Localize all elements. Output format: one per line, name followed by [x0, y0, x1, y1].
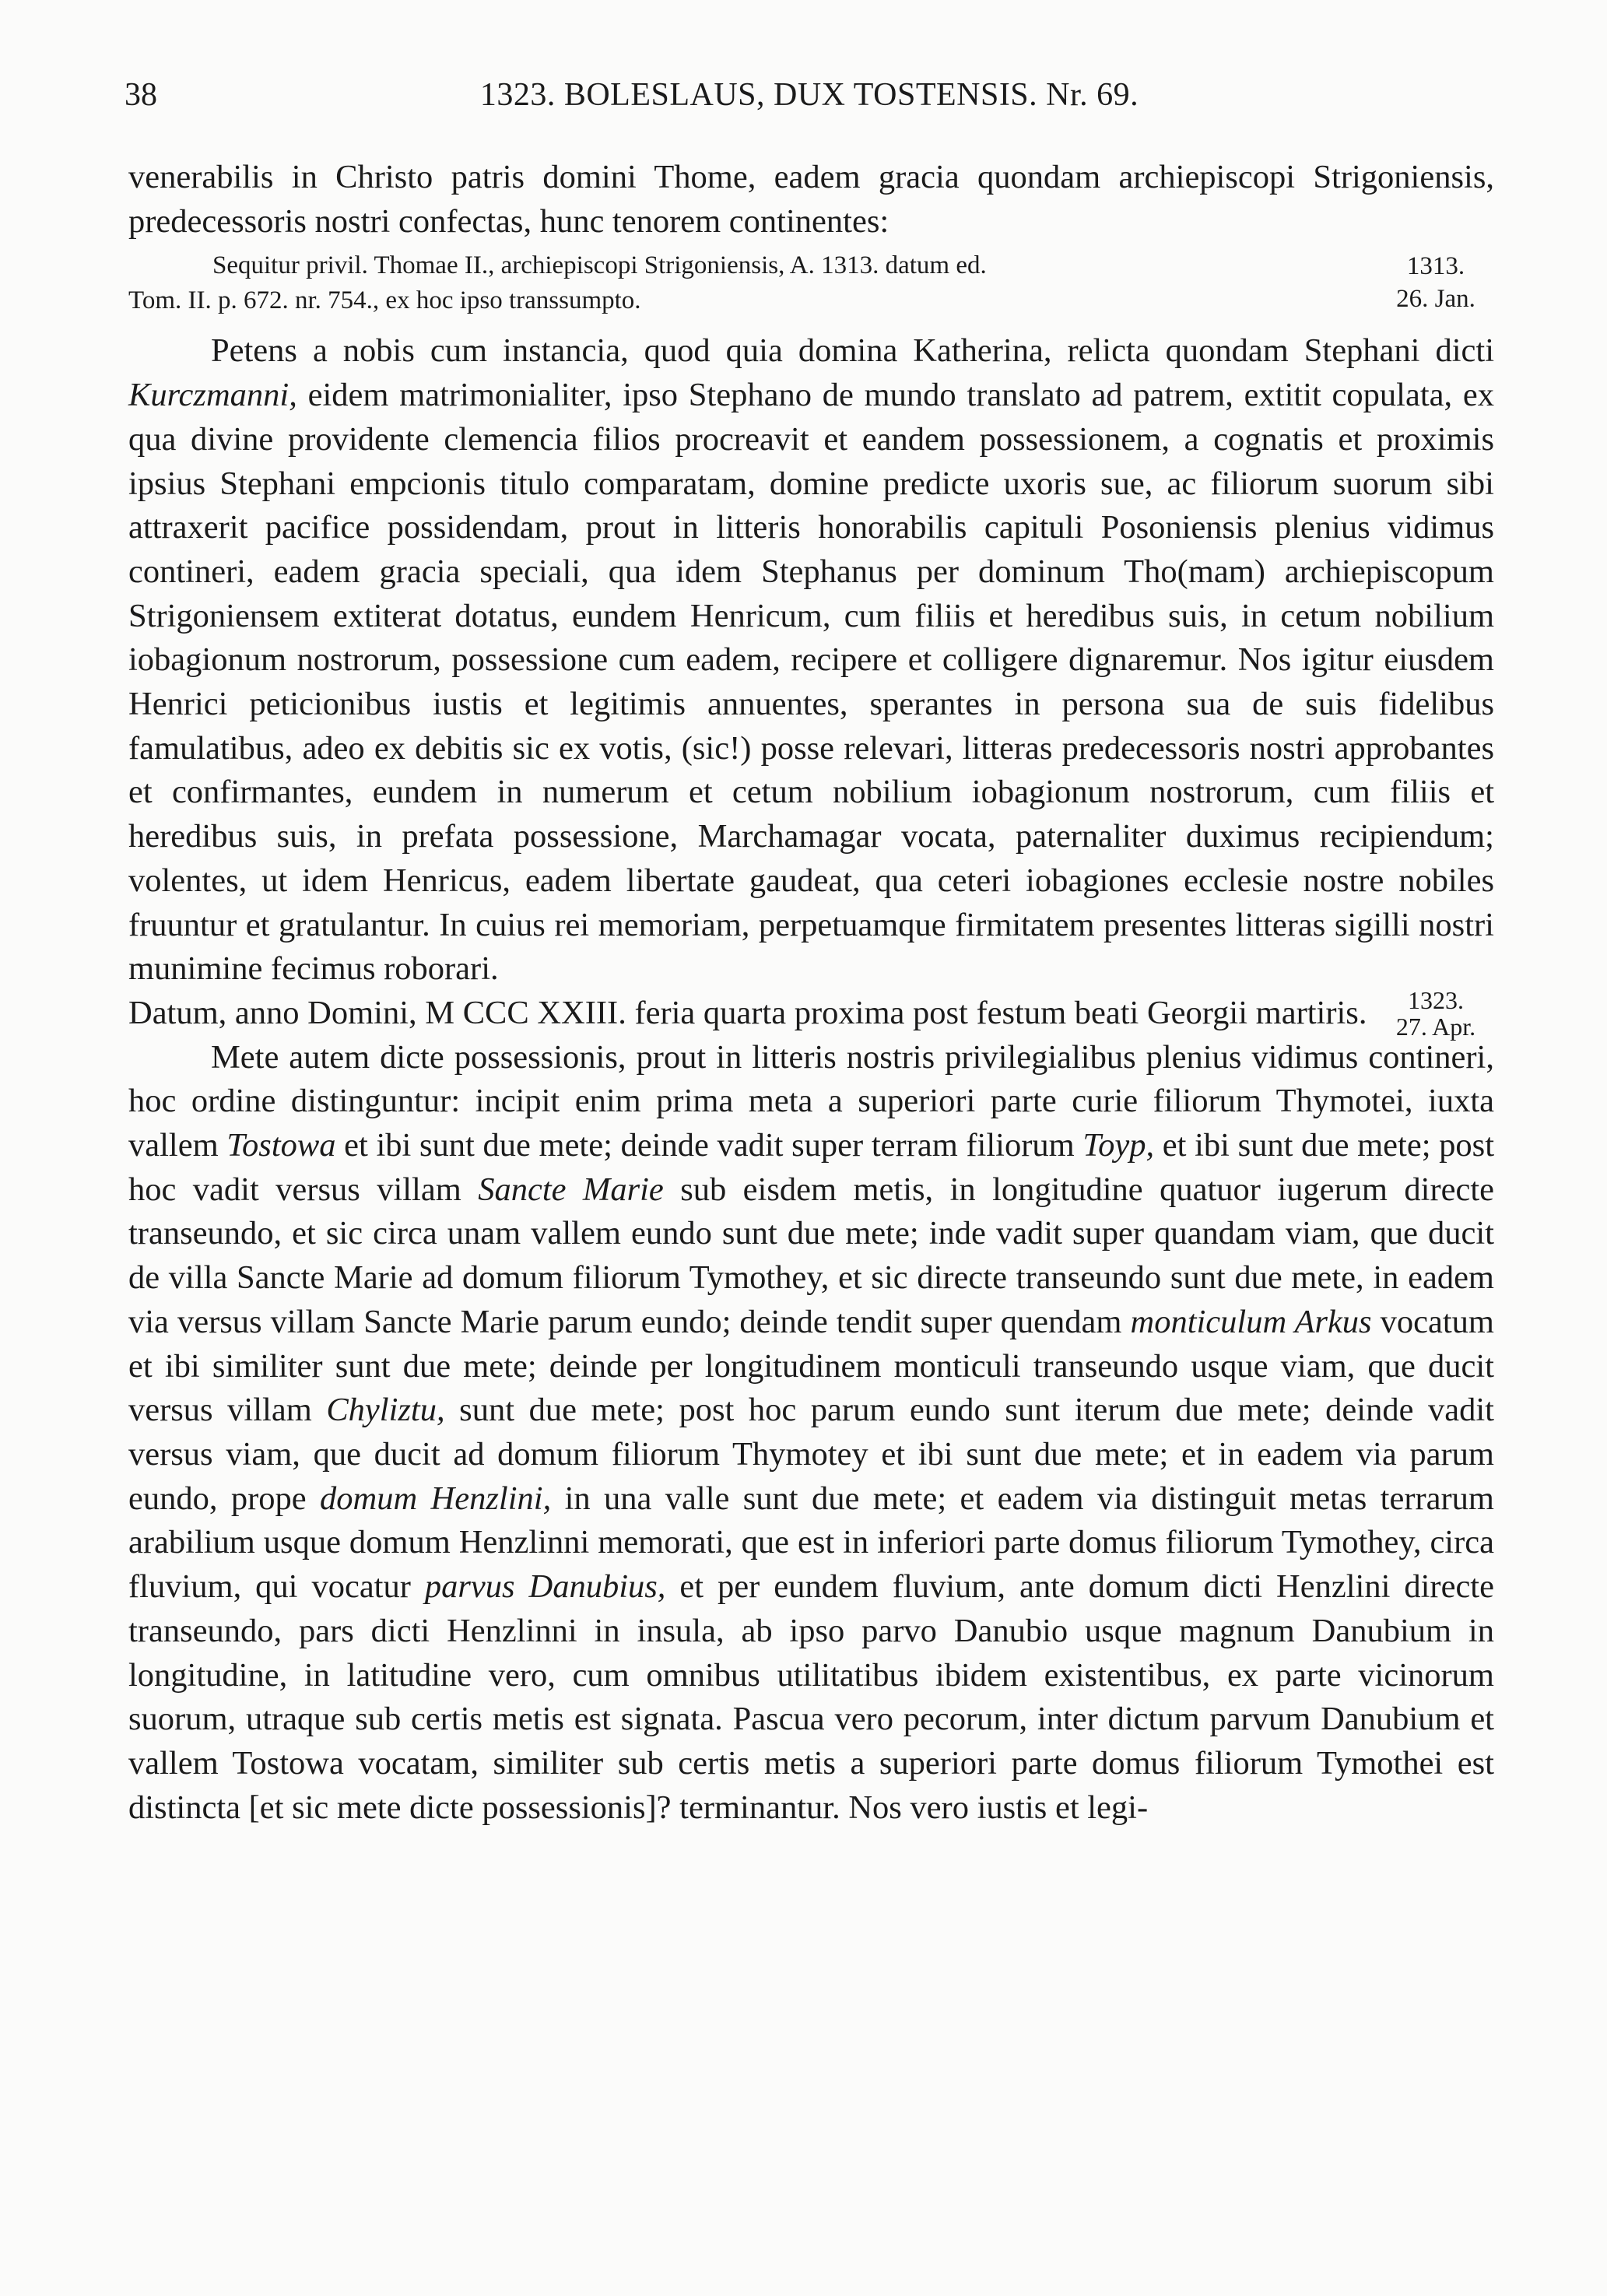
text-run: sunt due mete; post hoc parum eundo sunt iterum due mete; deinde vadit versus viam, que ducit ad domum filiorum Thymotey et ibi sunt due mete; et in eadem via parum eundo, prope [128, 1392, 1494, 1517]
text-run: Petens a nobis cum instancia, quod quia domina Katherina, relicta quondam Stephani dicti [211, 332, 1494, 370]
datum-margin-day: 27. Apr. [1395, 1012, 1476, 1041]
italic-place: parvus Danubius, [424, 1568, 666, 1606]
text-run: et ibi sunt due mete; post hoc vadit versus villam [128, 1127, 1495, 1208]
datum-margin-date [1377, 987, 1494, 1040]
running-title: 1323. BOLESLAUS, DUX TOSTENSIS. Nr. 69. [479, 77, 1139, 113]
note-margin-year: 1313. [1406, 252, 1465, 281]
page-number: 38 [125, 77, 157, 113]
paragraph-continuation: venerabilis in Christo patris domini Thome, eadem gracia quondam archiepiscopi Strigoniensis, predecessoris nostri confectas, hunc tenorem continentes: [128, 159, 1494, 240]
datum-text: Datum, anno Domini, M CCC XXIII. feria quarta proxima post festum beati Georgii martiris. [128, 994, 1367, 1031]
paragraph-petens [128, 329, 1494, 992]
italic-place: domum Henzlini, [320, 1480, 552, 1517]
italic-place: Tostowa [226, 1127, 336, 1164]
text-run: eidem matrimonialiter, ipso Stephano de mundo translato ad patrem, extitit copulata, ex qua divine providente clemencia filios procreavit et eandem possessionem, a cognatis et proximis ipsius Stephani empcionis titulo comparatam, domine predicte uxoris sue, ac filiorum suorum sibi attraxerit pacifice possidendam, prout in litteris honorabilis capituli Posoniensis plenius vidimus contineri, eadem gracia speciali, qua idem Stephanus per dominum Tho(mam) archiepiscopum Strigoniensem extiterat dotatus, eundem Henricum, cum filiis et heredibus suis, in cetum nobilium iobagionum nostrorum, possessione cum eadem, recipere et colligere dignaremur. Nos igitur eiusdem Henrici peticionibus iustis et legitimis annuentes, sperantes in persona sua de suis fidelibus famulatibus, adeo ex debitis sic ex votis, (sic!) posse relevari, litteras predecessoris nostri approbantes et confirmantes, eundem in numerum et cetum nobilium iobagionum nostrorum, cum filiis et heredibus suis, in prefata possessione, Marchamagar vocata, paternaliter duximus recipiendum; volentes, ut idem Henricus, eadem libertate gaudeat, qua ceteri iobagiones ecclesie nostre nobiles fruuntur et gratulantur. In cuius rei memoriam, perpetuamque firmitatem presentes litteras sigilli nostri munimine fecimus roborari. [128, 377, 1494, 988]
text-run: vocatum et ibi similiter sunt due mete; deinde per longitudinem monticuli transeundo usque viam, que ducit versus villam [128, 1303, 1494, 1429]
text-run: Mete autem dicte possessionis, prout in litteris nostris privilegialibus plenius vidimus contineri, hoc ordine distinguntur: incipit enim prima meta a superiori parte curie filiorum Thymotei, iuxta vallem [128, 1038, 1494, 1164]
page-body [128, 156, 1494, 1830]
page-header [125, 76, 1494, 123]
note-margin-day: 26. Jan. [1396, 285, 1475, 314]
italic-place: monticulum Arkus [1130, 1303, 1372, 1340]
datum-margin-year: 1323. [1408, 985, 1464, 1014]
text-run: et per eundem fluvium, ante domum dicti Henzlini directe transeundo, pars dicti Henzlinni in insula, ab ipso parvo Danubio usque magnum Danubium in longitudine, in latitudine vero, cum omnibus utilitatibus ibidem existentibus, ex parte vicinorum suorum, utraque sub certis metis est signata. Pascua vero pecorum, inter dictum parvum Danubium et vallem Tostowa vocatam, similiter sub certis metis a superiori parte domus filiorum Tymothei est distincta [et sic mete dicte possessionis]? terminantur. Nos vero iustis et legi- [128, 1568, 1494, 1826]
paragraph-mete [128, 1036, 1494, 1831]
text-run: sub eisdem metis, in longitudine quatuor iugerum directe transeundo, et sic circa unam vallem eundo sunt due mete; inde vadit super quandam viam, que ducit de villa Sancte Marie ad domum filiorum Tymothey, et sic directe transeundo sunt due mete, in eadem via versus villam Sancte Marie parum eundo; deinde tendit super quendam [128, 1171, 1494, 1340]
note-line-1: Sequitur privil. Thomae II., archiepiscopi Strigoniensis, A. 1313. datum ed. [212, 251, 987, 280]
editorial-note [128, 248, 1494, 318]
datum-line [128, 985, 1494, 1041]
text-run: et ibi sunt due mete; deinde vadit super terram filiorum [335, 1127, 1083, 1164]
note-line-2: Tom. II. p. 672. nr. 754., ex hoc ipso transsumpto. [128, 286, 641, 315]
italic-place: Chyliztu, [326, 1392, 445, 1429]
italic-place: Toyp, [1082, 1127, 1155, 1164]
text-run: in una valle sunt due mete; et eadem via distinguit metas terrarum arabilium usque domum Henzlinni memorati, que est in inferiori parte domus filiorum Tymothey, circa fluvium, qui vocatur [128, 1480, 1494, 1606]
note-margin-date [1377, 250, 1494, 315]
italic-name: Kurczmanni, [128, 377, 297, 414]
italic-place: Sancte Marie [478, 1171, 664, 1208]
